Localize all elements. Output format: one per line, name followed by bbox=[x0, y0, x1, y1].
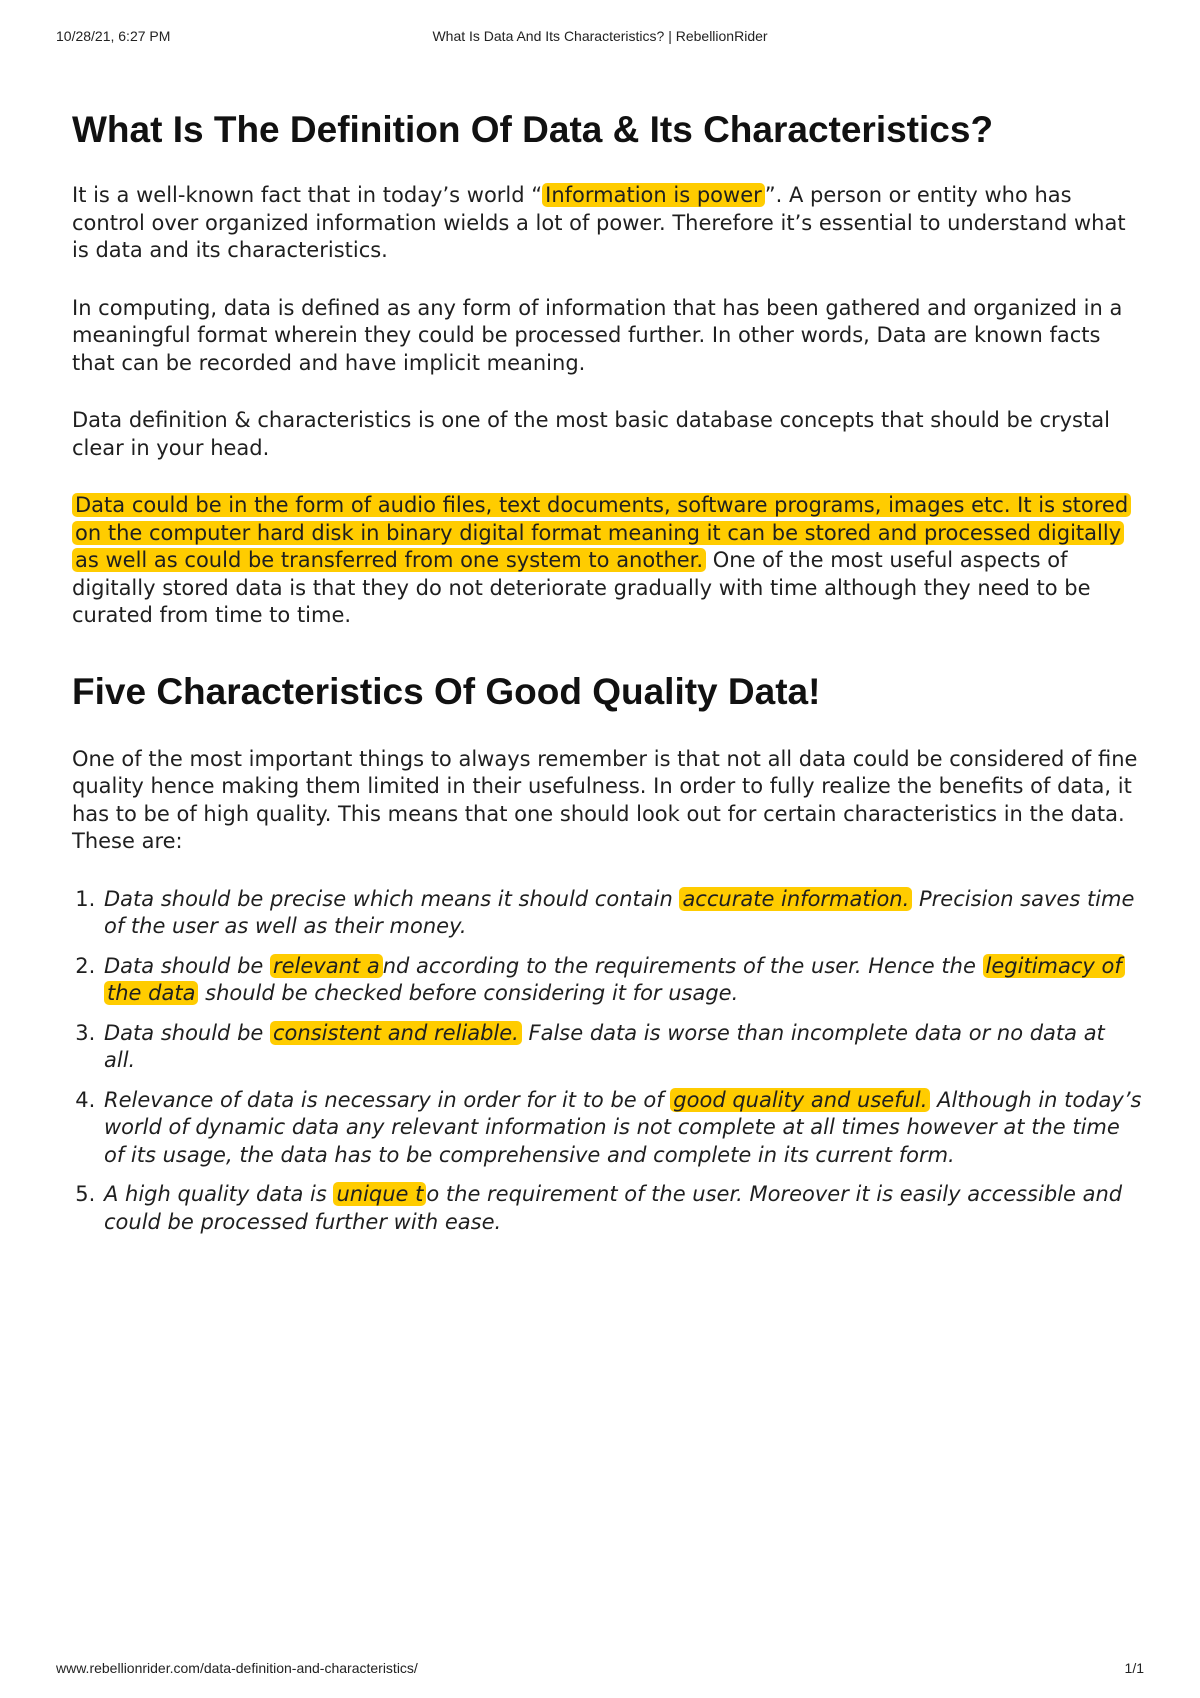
print-header bbox=[56, 28, 1144, 48]
database-concepts-paragraph: Data definition & characteristics is one of the most basic database concepts that should be crystal clear in your head. bbox=[72, 408, 1110, 460]
list-item-text: nd according to the requirements of the user. Hence the bbox=[382, 953, 983, 978]
intro-paragraph bbox=[72, 182, 1142, 265]
list-item-text: should be checked before considering it for usage. bbox=[198, 981, 739, 1005]
computing-definition-paragraph: In computing, data is defined as any form of information that has been gathered and organized in a meaningful format wherein they could be processed further. In other words, Data are known facts that can be recorded and have implicit meaning. bbox=[72, 295, 1123, 375]
section-title: Five Characteristics Of Good Quality Data! bbox=[72, 670, 821, 712]
print-datetime: 10/28/21, 6:27 PM bbox=[56, 28, 171, 44]
list-item-text: Although in today’s world of dynamic data any relevant information is not complete at all times however at the time of its usage, the data has to be comprehensive and complete in its current form. bbox=[104, 1087, 1142, 1167]
print-page-title: What Is Data And Its Characteristics? | RebellionRider bbox=[432, 28, 768, 44]
list-item-text: o the requirement of the user. Moreover it is easily accessible and could be processed further with ease. bbox=[104, 1182, 1123, 1234]
list-item bbox=[102, 1020, 1142, 1075]
list-item-text: A high quality data is bbox=[104, 1182, 334, 1206]
highlight-legitimacy: legitimacy of the data bbox=[104, 954, 1125, 1006]
highlight-data-forms: Data could be in the form of audio files, text documents, software programs, images etc. It is stored on the computer hard disk in binary digital format meaning it can be stored and processed digitally as well as could be transferred from one system to another. bbox=[72, 493, 1131, 572]
highlight-information-is-power: Information is power bbox=[542, 183, 765, 207]
list-item-text: Data should be precise which means it should contain bbox=[104, 886, 680, 911]
list-item-text: False data is worse than incomplete data or no data at all. bbox=[104, 1020, 1105, 1072]
list-item bbox=[102, 886, 1142, 941]
list-item bbox=[102, 953, 1142, 1008]
list-item bbox=[102, 1087, 1142, 1170]
data-forms-paragraph bbox=[72, 492, 1142, 630]
list-item-text: Data should be bbox=[104, 1020, 270, 1045]
list-item-text: Relevance of data is necessary in order for it to be of bbox=[104, 1087, 671, 1112]
intro-text-post: ”. A person or entity who has control over organized information wields a lot of power. Therefore it’s essential to understand what is data and its characteristics. bbox=[72, 183, 1126, 262]
highlight-relevant: relevant a bbox=[270, 954, 383, 978]
highlight-consistent-reliable: consistent and reliable. bbox=[270, 1021, 522, 1045]
article-title: What Is The Definition Of Data & Its Characteristics? bbox=[72, 109, 994, 150]
list-item-text: Data should be bbox=[104, 953, 270, 978]
list-item-text: Precision saves time of the user as well as their money. bbox=[104, 886, 1135, 938]
highlight-unique: unique t bbox=[333, 1182, 426, 1206]
highlight-accurate-information: accurate information. bbox=[679, 887, 912, 911]
print-footer bbox=[56, 1660, 1144, 1680]
quality-intro-paragraph: One of the most important things to always remember is that not all data could be considered of fine quality hence making them limited in their usefulness. In order to fully realize the benefits of data, it has to be of high quality. This means that one should look out for certain characteristics in the data. These are: bbox=[72, 746, 1138, 853]
list-item bbox=[102, 1181, 1142, 1236]
print-page-number: 1/1 bbox=[1124, 1660, 1144, 1676]
print-url: www.rebellionrider.com/data-definition-and-characteristics/ bbox=[56, 1660, 418, 1676]
characteristics-list bbox=[72, 886, 1142, 1237]
highlight-good-quality: good quality and useful. bbox=[670, 1088, 930, 1112]
article bbox=[72, 108, 1142, 1248]
intro-text-pre: It is a well-known fact that in today’s world “ bbox=[72, 183, 543, 207]
data-forms-text-post: One of the most useful aspects of digitally stored data is that they do not deteriorate gradually with time although they need to be curated from time to time. bbox=[72, 548, 1091, 627]
